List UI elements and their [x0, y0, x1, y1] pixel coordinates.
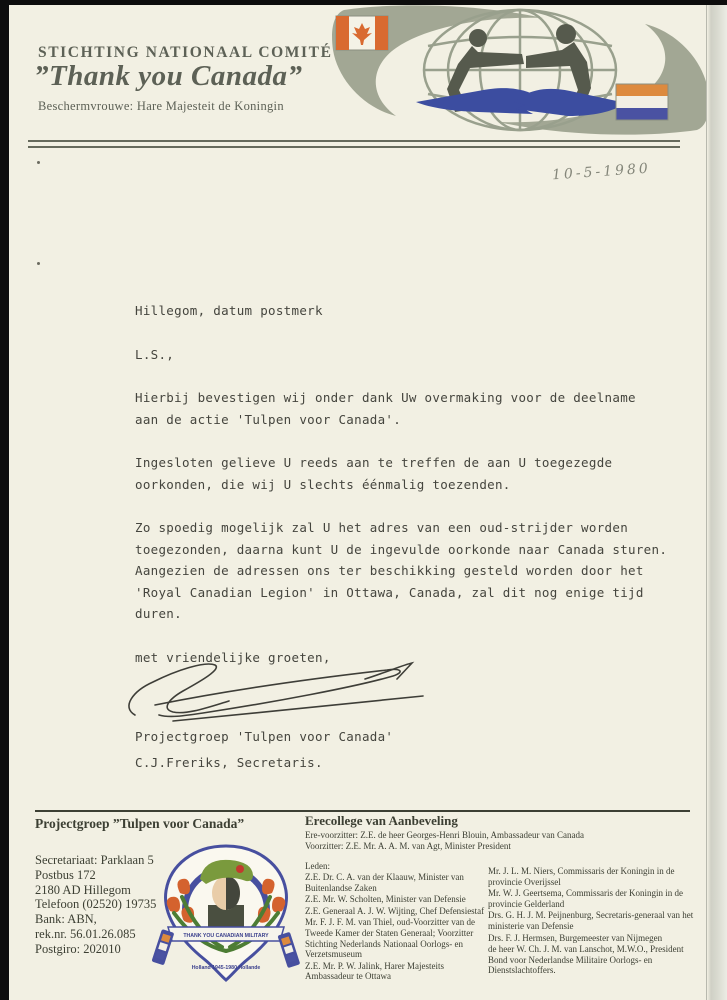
member-entry: de heer W. Ch. J. M. van Lanschot, M.W.O., President Bond voor Nederlandse Militaire Oorlogs- en Dienstslachtoffers.	[488, 944, 684, 976]
letter-line: oorkonden, die wij U slechts éénmalig toezenden.	[135, 476, 511, 492]
fold-mark	[37, 262, 40, 265]
member-entry: Z.E. Mr. P. W. Jalink, Harer Majesteits Ambassadeur te Ottawa	[305, 960, 444, 982]
badge-banner-text: THANK YOU CANADIAN MILITARY	[183, 933, 269, 939]
footer-address-block	[35, 853, 156, 957]
letter-line: Aangezien de adressen ons ter beschikking gesteld worden door het	[135, 563, 644, 578]
footer-projectgroup-heading: Projectgroep ”Tulpen voor Canada”	[35, 816, 245, 831]
address-line: Bank: ABN,	[35, 912, 97, 927]
address-line: Postgiro: 202010	[35, 941, 121, 956]
letter-paragraph	[135, 387, 640, 430]
header-divider	[28, 140, 680, 142]
page-title: ”Thank you Canada”	[34, 60, 303, 92]
honorary-chair-line: Ere-voorzitter: Z.E. de heer Georges-Henri Blouin, Ambassadeur van Canada	[305, 830, 584, 840]
letter-salutation: L.S.,	[135, 346, 175, 362]
thank-you-canada-logo-icon	[328, 4, 713, 136]
header-divider	[28, 146, 680, 148]
address-line: Secretariaat: Parklaan 5	[35, 853, 154, 867]
netherlands-flag-icon	[616, 84, 668, 120]
letter-line: Zo spoedig mogelijk zal U het adres van een oud-strijder worden	[135, 520, 629, 535]
letter-line: 'Royal Canadian Legion' in Ottawa, Canada, zal dit nog enige tijd	[135, 584, 644, 600]
address-line: rek.nr. 56.01.26.085	[35, 926, 136, 941]
member-entry: Z.E. Generaal A. J. W. Wijting, Chef Defensiestaf	[305, 905, 485, 916]
member-entry: Mr. W. J. Geertsema, Commissaris der Koningin in de provincie Gelderland	[488, 888, 683, 909]
letter-line: toegezonden, daarna kunt U de ingevulde oorkonde naar Canada sturen.	[135, 541, 668, 557]
scan-edge-left	[0, 0, 9, 1000]
member-entry: Mr. F. J. F. M. van Thiel, oud-Voorzitter van de Tweede Kamer der Staten Generaal; Voorzitter Stichting Nederlands Nationaal Oorlogs- en Verzetsmuseum	[305, 917, 475, 960]
address-line: Postbus 172	[35, 867, 96, 882]
patron-line: Beschermvrouwe: Hare Majesteit de Koningin	[38, 99, 284, 113]
letter-line: Hierbij bevestigen wij onder dank Uw overmaking voor de deelname	[135, 390, 636, 405]
member-entry: Z.E. Mr. W. Scholten, Minister van Defensie	[305, 894, 466, 905]
scan-edge-right	[706, 0, 727, 1000]
address-line: Telefoon (02520) 19735	[35, 897, 157, 912]
members-list-left	[305, 872, 485, 983]
letter-line: duren.	[135, 606, 182, 621]
signer-name: C.J.Freriks, Secretaris.	[135, 754, 323, 770]
handshake-hands-icon	[416, 88, 626, 116]
letter-paragraph	[135, 452, 640, 495]
scan-edge-top	[0, 0, 727, 5]
organization-name: STICHTING NATIONAAL COMITÉ	[38, 44, 333, 61]
handwritten-date: 10-5-1980	[551, 160, 652, 184]
canada-flag-icon	[336, 16, 388, 50]
address-line: 2180 AD Hillegom	[35, 882, 131, 897]
fold-mark	[37, 161, 40, 164]
erecollege-chairs	[305, 830, 695, 852]
letter-paragraph	[135, 517, 668, 625]
signature	[125, 655, 435, 730]
letter-line: Ingesloten gelieve U reeds aan te treffen de aan U toegezegde	[135, 455, 613, 470]
erecollege-heading: Erecollege van Aanbeveling	[305, 813, 458, 828]
badge-bottom-text: Holland 1945-1980 Hollande	[191, 965, 261, 971]
members-label: Leden:	[305, 861, 330, 871]
veteran-badge-icon	[152, 843, 300, 985]
member-entry: Drs. G. H. J. M. Peijnenburg, Secretaris-generaal van het ministerie van Defensie	[488, 910, 694, 931]
member-entry: Z.E. Dr. C. A. van der Klaauw, Minister van Buitenlandse Zaken	[305, 872, 464, 893]
members-list-right	[488, 866, 702, 977]
member-entry: Drs. F. J. Hermsen, Burgemeester van Nijmegen	[488, 932, 663, 943]
member-entry: Mr. J. L. M. Niers, Commissaris der Koningin in de provincie Overijssel	[488, 866, 675, 887]
letter-closing: met vriendelijke groeten,	[135, 649, 331, 665]
letter-dateline: Hillegom, datum postmerk	[135, 303, 323, 318]
chair-line: Voorzitter: Z.E. Mr. A. A. M. van Agt, Minister President	[305, 840, 511, 851]
badge-banner	[168, 927, 284, 941]
letter-line: aan de actie 'Tulpen voor Canada'.	[135, 411, 402, 427]
signer-organization: Projectgroep 'Tulpen voor Canada'	[135, 729, 394, 744]
footer-divider	[35, 810, 690, 812]
